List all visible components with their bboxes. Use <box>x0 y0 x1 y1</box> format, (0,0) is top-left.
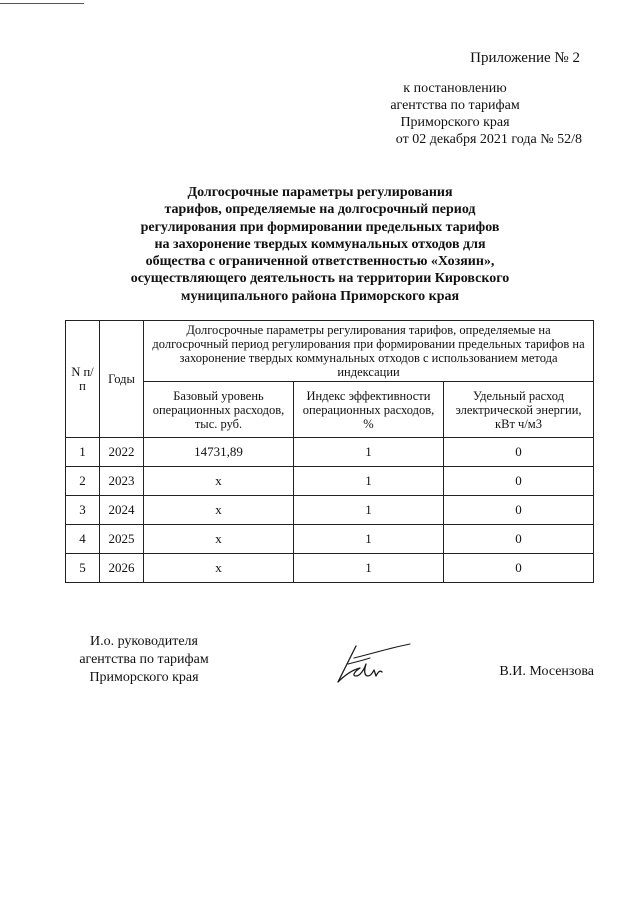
cell-index: 1 <box>294 467 444 496</box>
document-title <box>90 184 550 305</box>
title-line: муниципального района Приморского края <box>180 288 460 304</box>
table-row <box>66 525 594 554</box>
title-line: осуществляющего деятельность на территории Кировского <box>130 271 510 287</box>
header-base-level: Базовый уровень операционных расходов, тыс. руб. <box>144 382 294 438</box>
cell-number: 1 <box>66 438 100 467</box>
title-line: тарифов, определяемые на долгосрочный период <box>164 202 476 218</box>
title-line: Долгосрочные параметры регулирования <box>187 185 453 200</box>
cell-base: х <box>144 496 294 525</box>
cell-base: х <box>144 467 294 496</box>
title-line: регулирования при формировании предельных тарифов <box>140 219 500 235</box>
header-years: Годы <box>100 321 144 438</box>
header-efficiency-index: Индекс эффективности операционных расходов, % <box>294 382 444 438</box>
role-line: И.о. руководителя <box>89 634 198 649</box>
cell-base: х <box>144 525 294 554</box>
table-row <box>66 496 594 525</box>
role-line: Приморского края <box>89 670 199 685</box>
header-energy-consumption: Удельный расход электрической энергии, кВт ч/м3 <box>444 382 594 438</box>
cell-energy: 0 <box>444 554 594 583</box>
cell-number: 4 <box>66 525 100 554</box>
header-group: Долгосрочные параметры регулирования тарифов, определяемые на долгосрочный период регулирования при формировании предельных тарифов на захоронение твердых коммунальных отходов с использованием метода индексации <box>144 321 594 382</box>
parameters-table <box>65 320 594 583</box>
cell-index: 1 <box>294 525 444 554</box>
cell-base: х <box>144 554 294 583</box>
header-number: N п/п <box>66 321 100 438</box>
table-row <box>66 467 594 496</box>
cell-year: 2022 <box>100 438 144 467</box>
cell-number: 2 <box>66 467 100 496</box>
cell-base: 14731,89 <box>144 438 294 467</box>
table-row <box>66 438 594 467</box>
cell-year: 2024 <box>100 496 144 525</box>
appendix-label: Приложение № 2 <box>470 50 580 66</box>
top-rule <box>0 3 84 4</box>
cell-year: 2023 <box>100 467 144 496</box>
handwritten-signature <box>330 636 412 688</box>
role-line: агентства по тарифам <box>79 652 209 667</box>
cell-energy: 0 <box>444 496 594 525</box>
decree-reference <box>342 80 582 148</box>
signatory-name: В.И. Мосензова <box>499 664 594 679</box>
cell-number: 5 <box>66 554 100 583</box>
cell-year: 2025 <box>100 525 144 554</box>
title-line: общества с ограниченной ответственностью «Хозяин», <box>145 254 495 270</box>
decree-line: Приморского края <box>400 115 510 130</box>
cell-number: 3 <box>66 496 100 525</box>
table-row <box>66 554 594 583</box>
cell-index: 1 <box>294 438 444 467</box>
cell-energy: 0 <box>444 467 594 496</box>
cell-index: 1 <box>294 554 444 583</box>
title-line: на захоронение твердых коммунальных отходов для <box>154 236 486 252</box>
cell-energy: 0 <box>444 525 594 554</box>
cell-index: 1 <box>294 496 444 525</box>
decree-line: агентства по тарифам <box>390 98 520 113</box>
decree-date-line: от 02 декабря 2021 года № 52/8 <box>395 132 582 147</box>
decree-line: к постановлению <box>403 81 507 96</box>
cell-energy: 0 <box>444 438 594 467</box>
cell-year: 2026 <box>100 554 144 583</box>
signatory-role <box>64 633 224 687</box>
